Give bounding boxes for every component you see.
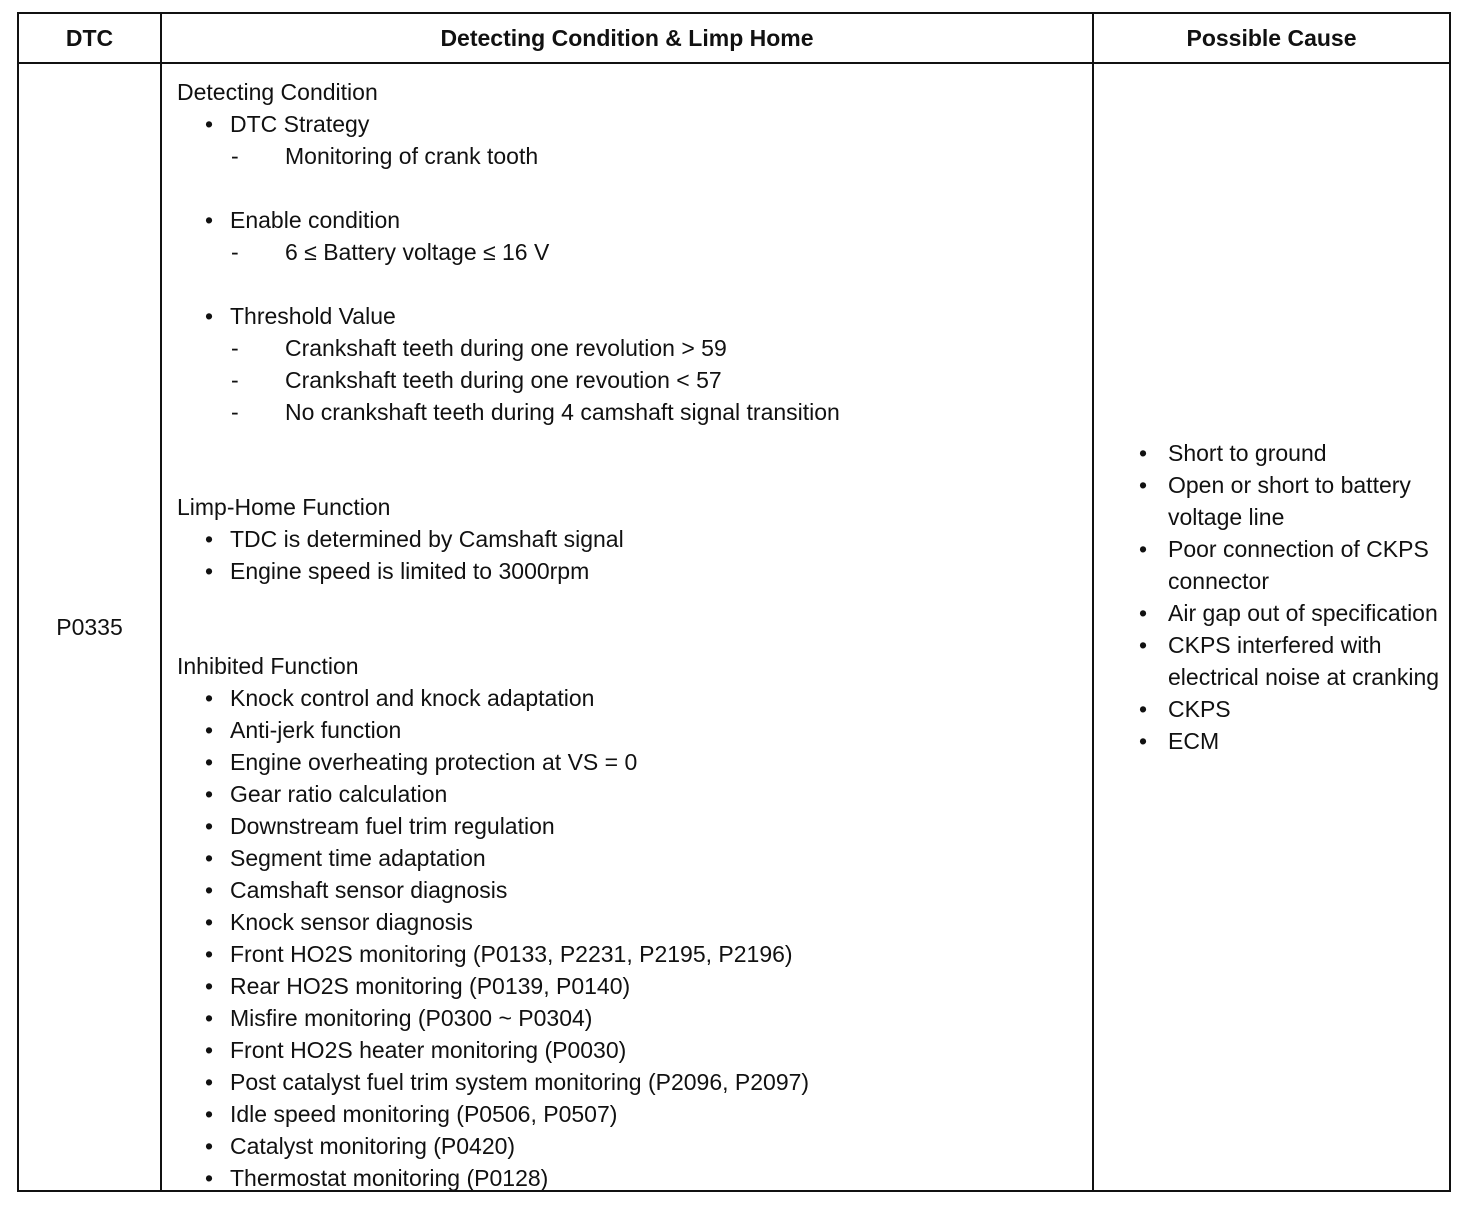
header-dtc: DTC — [65, 24, 114, 51]
inhibited-function-title: Inhibited Function — [177, 653, 359, 679]
column-divider — [1092, 14, 1094, 1190]
list-item: • Camshaft sensor diagnosis — [177, 874, 1077, 906]
list-item: • Short to ground — [1131, 437, 1451, 469]
dtc-table — [17, 12, 1451, 1192]
list-item: • Gear ratio calculation — [177, 778, 1077, 810]
threshold-value-items — [177, 332, 1077, 428]
condition-cell — [177, 76, 1077, 1194]
list-item: • Engine overheating protection at VS = 0 — [177, 746, 1077, 778]
list-item: • Engine speed is limited to 3000rpm — [177, 555, 1077, 587]
list-item: • Downstream fuel trim regulation — [177, 810, 1077, 842]
list-item: • Knock control and knock adaptation — [177, 682, 1077, 714]
detecting-condition-title: Detecting Condition — [177, 79, 378, 105]
list-item: - Crankshaft teeth during one revolution > 59 — [177, 332, 1077, 364]
list-item: - 6 ≤ Battery voltage ≤ 16 V — [177, 236, 1077, 268]
list-item: • ECM — [1131, 725, 1451, 757]
list-item: • TDC is determined by Camshaft signal — [177, 523, 1077, 555]
list-item: • Front HO2S heater monitoring (P0030) — [177, 1034, 1077, 1066]
header-cause: Possible Cause — [1186, 24, 1357, 51]
list-item: • Anti-jerk function — [177, 714, 1077, 746]
enable-condition-items — [177, 236, 1077, 268]
list-item: - No crankshaft teeth during 4 camshaft signal transition — [177, 396, 1077, 428]
limp-home-title: Limp-Home Function — [177, 494, 391, 520]
list-item: • CKPS — [1131, 693, 1451, 725]
list-item: • Poor connection of CKPS connector — [1131, 533, 1451, 597]
list-item: - Monitoring of crank tooth — [177, 140, 1077, 172]
list-item: • Rear HO2S monitoring (P0139, P0140) — [177, 970, 1077, 1002]
dtc-strategy-label: • DTC Strategy — [177, 108, 1077, 140]
column-divider — [160, 14, 162, 1190]
list-item: • Knock sensor diagnosis — [177, 906, 1077, 938]
list-item: • Thermostat monitoring (P0128) — [177, 1162, 1077, 1194]
list-item: • Post catalyst fuel trim system monitoring (P2096, P2097) — [177, 1066, 1077, 1098]
inhibited-function-list — [177, 682, 1077, 1194]
header-divider — [19, 62, 1449, 64]
header-condition: Detecting Condition & Limp Home — [440, 24, 814, 51]
list-item: • Air gap out of specification — [1131, 597, 1451, 629]
enable-condition-label: • Enable condition — [177, 204, 1077, 236]
list-item: • Front HO2S monitoring (P0133, P2231, P2195, P2196) — [177, 938, 1077, 970]
limp-home-list — [177, 523, 1077, 587]
list-item: • Segment time adaptation — [177, 842, 1077, 874]
possible-cause-cell — [1131, 437, 1451, 757]
dtc-strategy-items — [177, 140, 1077, 172]
list-item: - Crankshaft teeth during one revoution < 57 — [177, 364, 1077, 396]
list-item: • Open or short to battery voltage line — [1131, 469, 1451, 533]
threshold-value-label: • Threshold Value — [177, 300, 1077, 332]
list-item: • Catalyst monitoring (P0420) — [177, 1130, 1077, 1162]
list-item: • CKPS interfered with electrical noise at cranking — [1131, 629, 1451, 693]
list-item: • Misfire monitoring (P0300 ~ P0304) — [177, 1002, 1077, 1034]
possible-cause-list — [1131, 437, 1451, 757]
dtc-strategy-list — [177, 108, 1077, 140]
list-item: • Idle speed monitoring (P0506, P0507) — [177, 1098, 1077, 1130]
dtc-code: P0335 — [56, 613, 123, 640]
